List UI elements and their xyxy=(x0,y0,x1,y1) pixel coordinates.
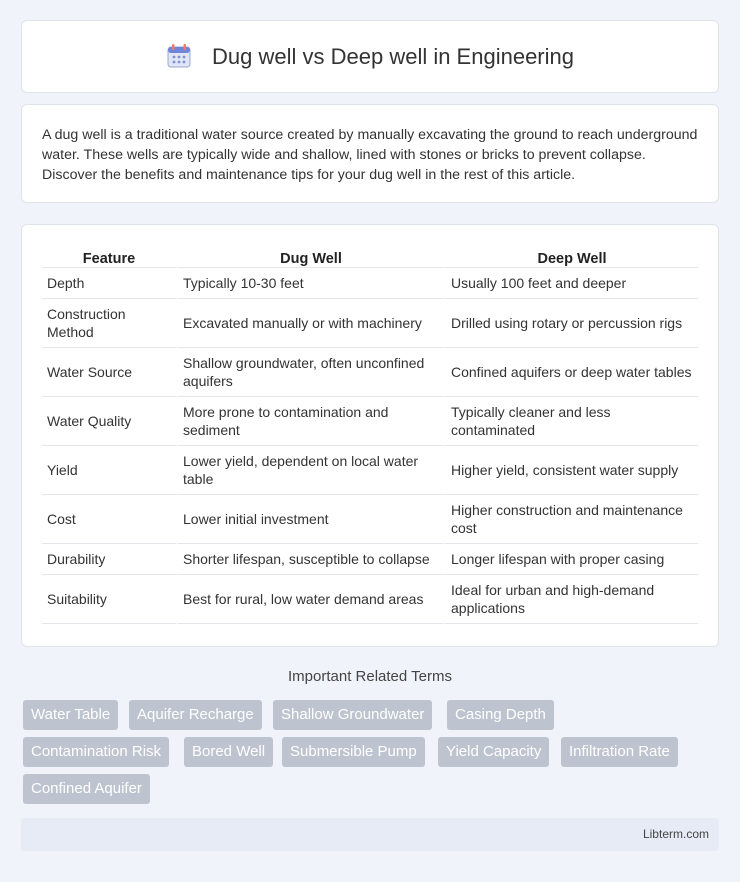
table-row xyxy=(42,348,698,397)
related-term-tag[interactable]: Shallow Groundwater xyxy=(273,700,432,730)
table-row xyxy=(42,268,698,299)
table-cell: Construction Method xyxy=(42,299,176,348)
table-cell: Water Quality xyxy=(42,397,176,446)
related-term-tag[interactable]: Infiltration Rate xyxy=(561,737,678,767)
table-cell: Ideal for urban and high-demand applications xyxy=(444,575,698,624)
table-cell: Lower initial investment xyxy=(176,495,444,544)
table-cell: Longer lifespan with proper casing xyxy=(444,544,698,575)
page-title: Dug well vs Deep well in Engineering xyxy=(212,43,574,69)
header-deep-well: Deep Well xyxy=(444,246,698,268)
table-cell: More prone to contamination and sediment xyxy=(176,397,444,446)
title-card xyxy=(21,20,719,93)
footer xyxy=(21,818,719,851)
table-cell: Shallow groundwater, often unconfined aquifers xyxy=(176,348,444,397)
calendar-icon xyxy=(166,43,192,69)
table-cell: Excavated manually or with machinery xyxy=(176,299,444,348)
header-feature: Feature xyxy=(42,246,176,268)
related-term-tag[interactable]: Contamination Risk xyxy=(23,737,169,767)
related-term-tag[interactable]: Yield Capacity xyxy=(438,737,549,767)
header-dug-well: Dug Well xyxy=(176,246,444,268)
table-cell: Yield xyxy=(42,446,176,495)
table-cell: Typically cleaner and less contaminated xyxy=(444,397,698,446)
table-row xyxy=(42,397,698,446)
footer-site-link[interactable]: Libterm.com xyxy=(642,827,709,841)
related-term-tag[interactable]: Casing Depth xyxy=(447,700,554,730)
comparison-table xyxy=(42,246,698,624)
table-cell: Depth xyxy=(42,268,176,299)
table-cell: Cost xyxy=(42,495,176,544)
table-row xyxy=(42,544,698,575)
table-cell: Confined aquifers or deep water tables xyxy=(444,348,698,397)
related-term-tag[interactable]: Aquifer Recharge xyxy=(129,700,262,730)
table-header-row xyxy=(42,246,698,268)
intro-card xyxy=(21,104,719,203)
table-row xyxy=(42,575,698,624)
table-cell: Shorter lifespan, susceptible to collapse xyxy=(176,544,444,575)
table-cell: Typically 10-30 feet xyxy=(176,268,444,299)
table-cell: Drilled using rotary or percussion rigs xyxy=(444,299,698,348)
table-row xyxy=(42,495,698,544)
related-terms-title: Important Related Terms xyxy=(288,668,452,685)
comparison-card xyxy=(21,224,719,647)
table-cell: Suitability xyxy=(42,575,176,624)
table-row xyxy=(42,299,698,348)
related-term-tag[interactable]: Submersible Pump xyxy=(282,737,425,767)
table-cell: Higher construction and maintenance cost xyxy=(444,495,698,544)
intro-text: A dug well is a traditional water source created by manually excavating the ground to reach underground water. These wells are typically wide and shallow, lined with stones or bricks to prevent collapse. Discover the benefits and maintenance tips for your dug well in the rest of this article. xyxy=(42,127,698,183)
table-cell: Water Source xyxy=(42,348,176,397)
table-cell: Durability xyxy=(42,544,176,575)
table-row xyxy=(42,446,698,495)
table-cell: Lower yield, dependent on local water table xyxy=(176,446,444,495)
table-cell: Higher yield, consistent water supply xyxy=(444,446,698,495)
related-term-tag[interactable]: Water Table xyxy=(23,700,118,730)
table-cell: Best for rural, low water demand areas xyxy=(176,575,444,624)
related-term-tag[interactable]: Confined Aquifer xyxy=(23,774,150,804)
table-cell: Usually 100 feet and deeper xyxy=(444,268,698,299)
related-term-tag[interactable]: Bored Well xyxy=(184,737,273,767)
